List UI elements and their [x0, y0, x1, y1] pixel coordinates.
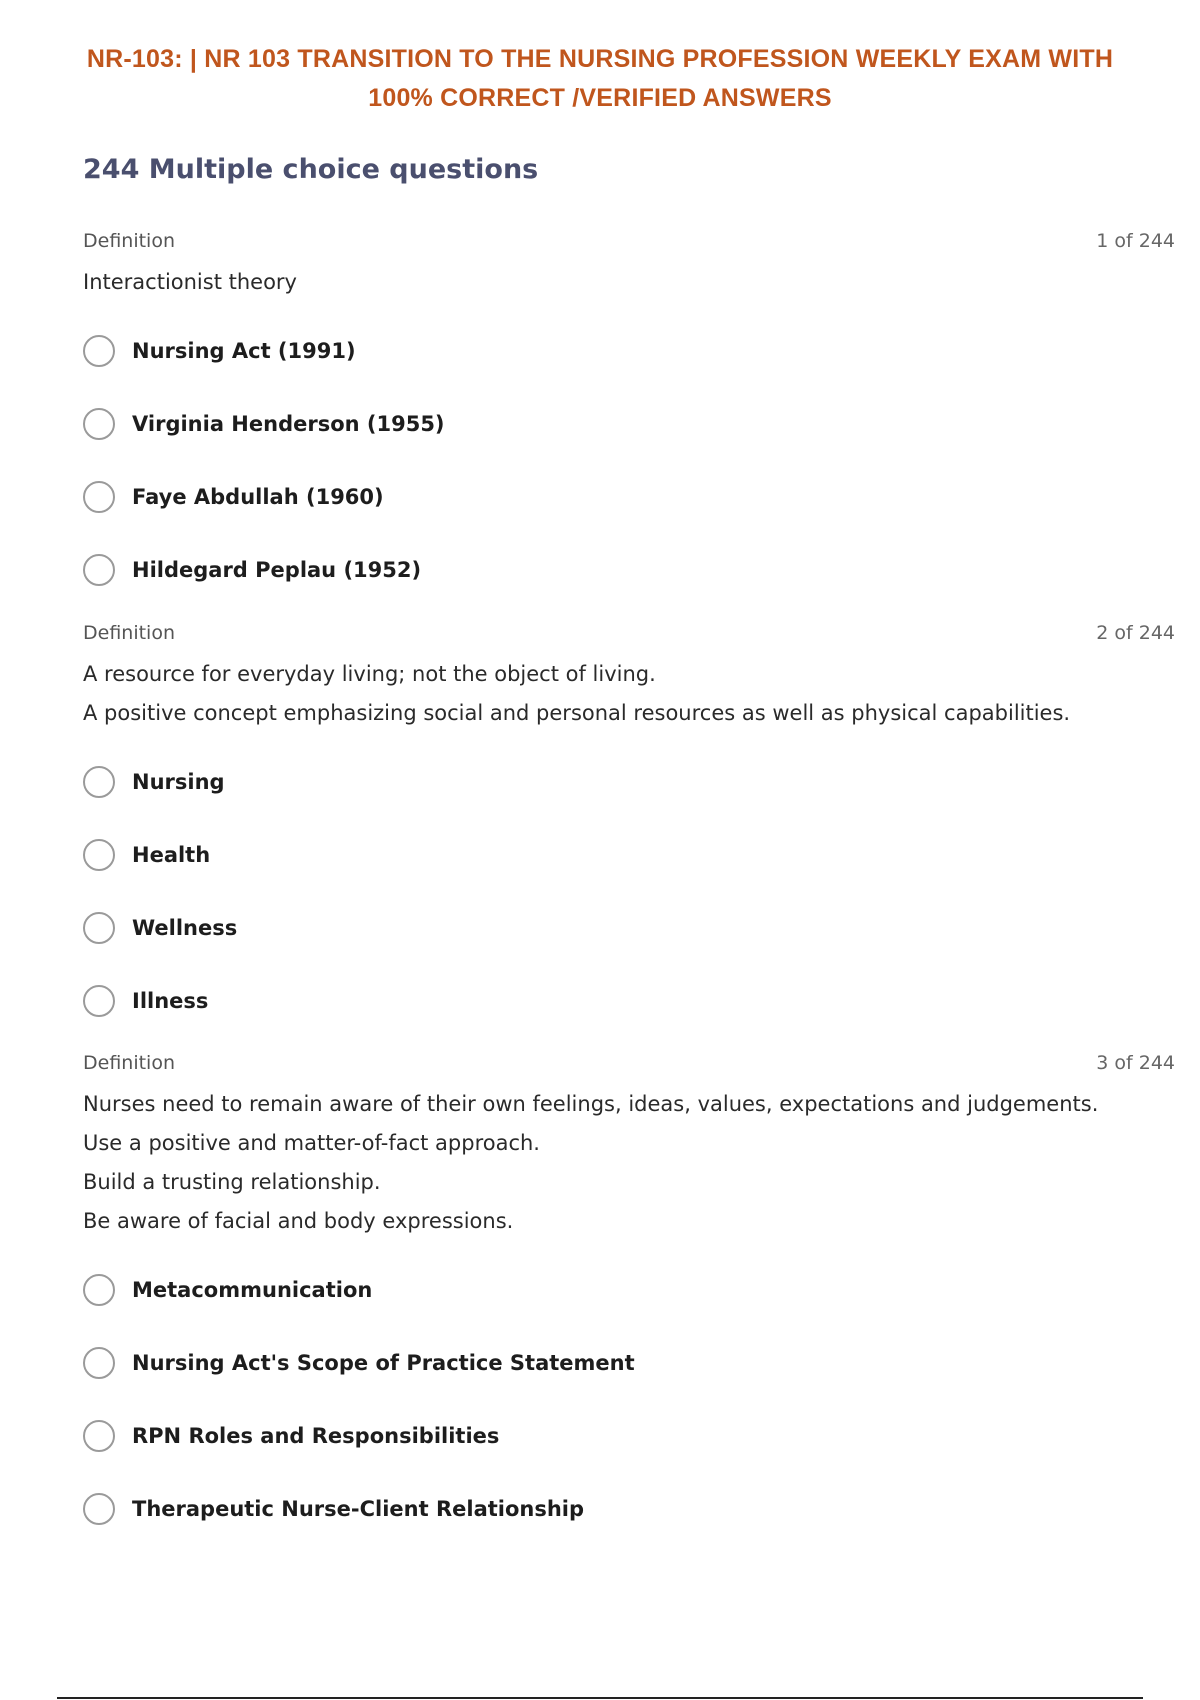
radio-button[interactable] [83, 335, 115, 367]
question-counter: 3 of 244 [1096, 1052, 1175, 1074]
radio-button[interactable] [83, 985, 115, 1017]
answer-option[interactable] [83, 1326, 1175, 1399]
document-title-line-2: 100% CORRECT /VERIFIED ANSWERS [368, 84, 832, 112]
answer-option[interactable] [83, 387, 1175, 460]
answer-option[interactable] [83, 1472, 1175, 1545]
radio-button[interactable] [83, 554, 115, 586]
answer-options [83, 314, 1175, 606]
answer-option[interactable] [83, 745, 1175, 818]
footer-divider [57, 1697, 1143, 1699]
answer-options [83, 1253, 1175, 1545]
answer-option-label: Virginia Henderson (1955) [132, 411, 445, 436]
question-type-label: Definition [83, 1052, 176, 1074]
answer-option-label: Metacommunication [132, 1277, 373, 1302]
answer-option-label: Wellness [132, 915, 238, 940]
question-meta [83, 226, 1175, 256]
document-title-line-1: NR-103: | NR 103 TRANSITION TO THE NURSING PROFESSION WEEKLY EXAM WITH [86, 45, 1114, 73]
answer-option[interactable] [83, 964, 1175, 1037]
question-type-label: Definition [83, 230, 176, 252]
document-title [0, 40, 1200, 118]
question-type-label: Definition [83, 622, 176, 644]
prompt-line: Nurses need to remain aware of their own feelings, ideas, values, expectations and judgements. [83, 1092, 1099, 1116]
answer-option-label: Hildegard Peplau (1952) [132, 557, 422, 582]
radio-button[interactable] [83, 839, 115, 871]
answer-option-label: Illness [132, 988, 209, 1013]
question-meta [83, 618, 1175, 648]
question-card [83, 1048, 1175, 1545]
answer-options [83, 745, 1175, 1037]
answer-option[interactable] [83, 1253, 1175, 1326]
radio-button[interactable] [83, 1420, 115, 1452]
question-counter: 2 of 244 [1096, 622, 1175, 644]
radio-button[interactable] [83, 408, 115, 440]
answer-option-label: Nursing Act's Scope of Practice Statement [132, 1350, 635, 1375]
prompt-line: Build a trusting relationship. [83, 1170, 381, 1194]
radio-button[interactable] [83, 766, 115, 798]
prompt-line: A positive concept emphasizing social and personal resources as well as physical capabilities. [83, 701, 1071, 725]
answer-option[interactable] [83, 314, 1175, 387]
answer-option[interactable] [83, 818, 1175, 891]
answer-option[interactable] [83, 460, 1175, 533]
prompt-line: A resource for everyday living; not the object of living. [83, 662, 656, 686]
question-counter: 1 of 244 [1096, 230, 1175, 252]
prompt-line: Use a positive and matter-of-fact approach. [83, 1131, 540, 1155]
answer-option-label: Nursing [132, 769, 225, 794]
prompt-line: Interactionist theory [83, 270, 297, 294]
answer-option-label: Therapeutic Nurse-Client Relationship [132, 1496, 585, 1521]
question-card [83, 226, 1175, 606]
radio-button[interactable] [83, 1274, 115, 1306]
question-prompt [83, 655, 1175, 733]
answer-option-label: Health [132, 842, 211, 867]
radio-button[interactable] [83, 481, 115, 513]
quiz-heading: 244 Multiple choice questions [83, 154, 539, 185]
answer-option-label: Nursing Act (1991) [132, 338, 356, 363]
radio-button[interactable] [83, 1347, 115, 1379]
answer-option[interactable] [83, 891, 1175, 964]
answer-option-label: RPN Roles and Responsibilities [132, 1423, 500, 1448]
question-meta [83, 1048, 1175, 1078]
prompt-line: Be aware of facial and body expressions. [83, 1209, 514, 1233]
answer-option-label: Faye Abdullah (1960) [132, 484, 384, 509]
question-prompt [83, 1085, 1175, 1241]
question-prompt [83, 263, 1175, 302]
radio-button[interactable] [83, 1493, 115, 1525]
radio-button[interactable] [83, 912, 115, 944]
answer-option[interactable] [83, 533, 1175, 606]
question-card [83, 618, 1175, 1037]
answer-option[interactable] [83, 1399, 1175, 1472]
